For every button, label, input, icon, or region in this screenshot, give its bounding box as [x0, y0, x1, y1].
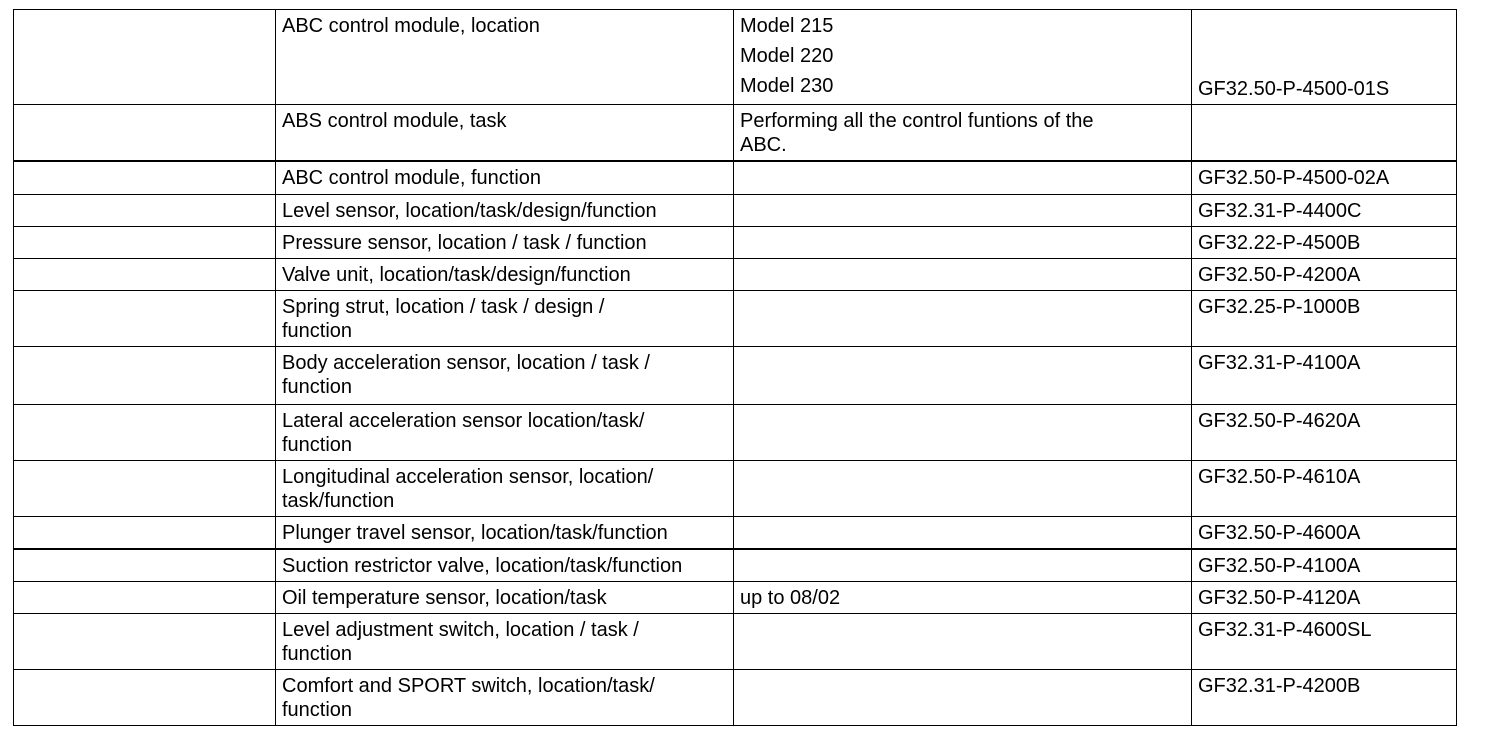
description-cell: ABS control module, task	[276, 105, 734, 162]
reference-cell: GF32.31-P-4600SL	[1192, 614, 1457, 670]
table-row	[14, 105, 1457, 162]
blank-cell	[14, 404, 276, 460]
description-cell: Lateral acceleration sensor location/task/ function	[276, 404, 734, 460]
table-row	[14, 346, 1457, 404]
description-cell: Spring strut, location / task / design / function	[276, 290, 734, 346]
info-cell	[734, 516, 1192, 549]
table-row	[14, 516, 1457, 549]
table-row	[14, 460, 1457, 516]
description-cell: Plunger travel sensor, location/task/function	[276, 516, 734, 549]
reference-cell: GF32.50-P-4500-01S	[1192, 10, 1457, 105]
info-line: Model 230	[740, 75, 834, 97]
reference-cell: GF32.50-P-4200A	[1192, 258, 1457, 290]
description-cell: Oil temperature sensor, location/task	[276, 582, 734, 614]
reference-cell	[1192, 105, 1457, 162]
info-cell	[734, 226, 1192, 258]
blank-cell	[14, 460, 276, 516]
reference-cell: GF32.31-P-4200B	[1192, 670, 1457, 726]
blank-cell	[14, 161, 276, 194]
description-cell: Suction restrictor valve, location/task/function	[276, 549, 734, 582]
table-row	[14, 549, 1457, 582]
blank-cell	[14, 670, 276, 726]
table-row	[14, 194, 1457, 226]
table-row	[14, 582, 1457, 614]
table-row	[14, 161, 1457, 194]
reference-cell: GF32.50-P-4620A	[1192, 404, 1457, 460]
reference-cell: GF32.31-P-4400C	[1192, 194, 1457, 226]
info-cell	[734, 614, 1192, 670]
description-cell: Longitudinal acceleration sensor, location/ task/function	[276, 460, 734, 516]
table-row	[14, 670, 1457, 726]
info-cell: Performing all the control funtions of the ABC.	[734, 105, 1192, 162]
description-cell: Comfort and SPORT switch, location/task/ function	[276, 670, 734, 726]
info-cell: up to 08/02	[734, 582, 1192, 614]
description-cell: Pressure sensor, location / task / function	[276, 226, 734, 258]
description-cell: Valve unit, location/task/design/function	[276, 258, 734, 290]
blank-cell	[14, 582, 276, 614]
reference-cell: GF32.50-P-4500-02A	[1192, 161, 1457, 194]
info-cell	[734, 346, 1192, 404]
info-cell	[734, 194, 1192, 226]
blank-cell	[14, 194, 276, 226]
info-cell	[734, 258, 1192, 290]
blank-cell	[14, 258, 276, 290]
table-row	[14, 404, 1457, 460]
info-cell	[734, 670, 1192, 726]
description-cell: ABC control module, function	[276, 161, 734, 194]
reference-cell: GF32.22-P-4500B	[1192, 226, 1457, 258]
reference-cell: GF32.50-P-4610A	[1192, 460, 1457, 516]
table-row	[14, 290, 1457, 346]
table-row	[14, 614, 1457, 670]
blank-cell	[14, 516, 276, 549]
reference-cell: GF32.25-P-1000B	[1192, 290, 1457, 346]
info-cell	[734, 161, 1192, 194]
blank-cell	[14, 549, 276, 582]
table-row	[14, 258, 1457, 290]
description-cell: ABC control module, location	[276, 10, 734, 105]
reference-cell: GF32.50-P-4100A	[1192, 549, 1457, 582]
info-line: Model 220	[740, 45, 834, 67]
description-cell: Body acceleration sensor, location / task / function	[276, 346, 734, 404]
description-cell: Level adjustment switch, location / task / function	[276, 614, 734, 670]
reference-cell: GF32.50-P-4120A	[1192, 582, 1457, 614]
info-cell	[734, 290, 1192, 346]
reference-cell: GF32.31-P-4100A	[1192, 346, 1457, 404]
info-cell	[734, 10, 1192, 105]
info-cell	[734, 460, 1192, 516]
blank-cell	[14, 290, 276, 346]
info-cell	[734, 404, 1192, 460]
blank-cell	[14, 614, 276, 670]
reference-table	[13, 9, 1457, 726]
info-line: Model 215	[740, 15, 834, 37]
description-cell: Level sensor, location/task/design/function	[276, 194, 734, 226]
reference-cell: GF32.50-P-4600A	[1192, 516, 1457, 549]
blank-cell	[14, 105, 276, 162]
blank-cell	[14, 346, 276, 404]
table-row	[14, 10, 1457, 105]
blank-cell	[14, 10, 276, 105]
table-row	[14, 226, 1457, 258]
blank-cell	[14, 226, 276, 258]
info-cell	[734, 549, 1192, 582]
